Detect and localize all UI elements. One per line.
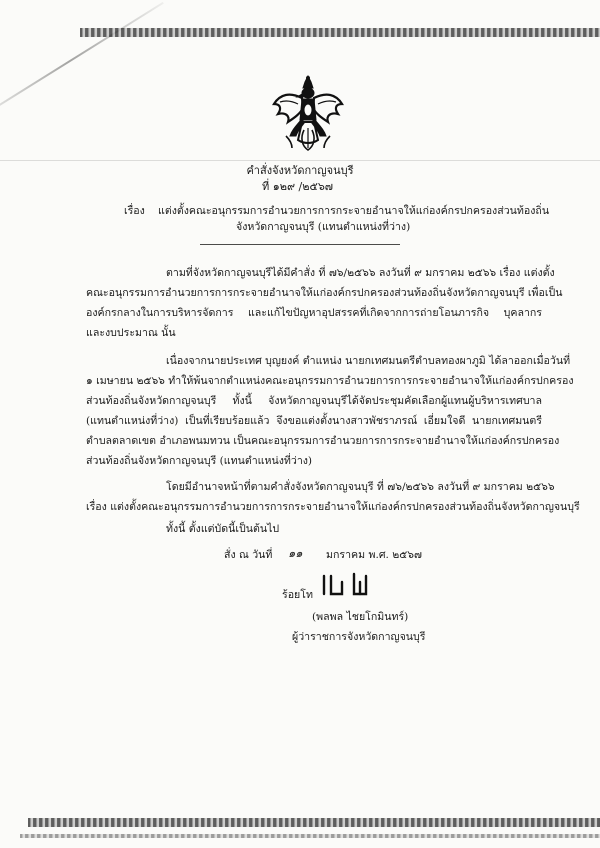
- scan-edge-bottom-2: [20, 834, 600, 838]
- subject-line-1: แต่งตั้งคณะอนุกรรมการอำนวยการการกระจายอำนาจให้แก่องค์กรปกครองส่วนท้องถิ่น: [158, 205, 550, 217]
- para2-line-6: ส่วนท้องถิ่นจังหวัดกาญจนบุรี (แทนตำแหน่งที่ว่าง): [86, 455, 313, 467]
- para2-line-4: (แทนตำแหน่งที่ว่าง) เป็นที่เรียบร้อยแล้ว จึงขอแต่งตั้งนางสาวพัชราภรณ์ เอี่ยมใจดี นายกเทศมนตรี: [86, 415, 542, 427]
- date-month-year: มกราคม พ.ศ. ๒๕๖๗: [326, 549, 422, 561]
- order-title: คำสั่งจังหวัดกาญจนบุรี: [246, 164, 354, 177]
- date-prefix: สั่ง ณ วันที่: [224, 549, 273, 561]
- para2-line-1: เนื่องจากนายประเทศ บุญยงค์ ตำแหน่ง นายกเทศมนตรีตำบลทองผาภูมิ ได้ลาออกเมื่อวันที่: [166, 355, 571, 367]
- subject-line-2: จังหวัดกาญจนบุรี (แทนตำแหน่งที่ว่าง): [236, 221, 411, 233]
- para1-line-1: ตามที่จังหวัดกาญจนบุรีได้มีคำสั่ง ที่ ๗๖/๒๕๖๖ ลงวันที่ ๙ มกราคม ๒๕๖๖ เรื่อง แต่งตั้ง: [166, 267, 555, 279]
- para1-line-3: องค์กรกลางในการบริหารจัดการ และแก้ไขปัญหาอุปสรรคที่เกิดจากการถ่ายโอนภารกิจ บุคลากร: [86, 307, 542, 319]
- signature-mark: [318, 572, 378, 596]
- garuda-emblem-icon: [272, 74, 344, 154]
- para1-line-4: และงบประมาณ นั้น: [86, 327, 176, 339]
- subject-label: เรื่อง: [124, 205, 145, 217]
- para2-line-3: ส่วนท้องถิ่นจังหวัดกาญจนบุรี ทั้งนี้ จังหวัดกาญจนบุรีได้จัดประชุมคัดเลือกผู้แทนผู้บริหารเทศบาล: [86, 395, 542, 407]
- para3-line-1: โดยมีอำนาจหน้าที่ตามคำสั่งจังหวัดกาญจนบุรี ที่ ๗๖/๒๕๖๖ ลงวันที่ ๙ มกราคม ๒๕๖๖: [166, 481, 555, 493]
- scan-hairline: [0, 160, 600, 161]
- signer-title: ผู้ว่าราชการจังหวัดกาญจนบุรี: [292, 631, 426, 643]
- para2-line-5: ตำบลตลาดเขต อำเภอพนมทวน เป็นคณะอนุกรรมการอำนวยการการกระจายอำนาจให้แก่องค์กรปกครอง: [86, 435, 560, 447]
- order-number: ที่ ๑๒๙ /๒๕๖๗: [262, 180, 334, 193]
- scan-edge-top: [80, 28, 600, 37]
- header-separator: [200, 244, 400, 245]
- paper-fold-mark: [0, 2, 164, 120]
- signer-name: (พลพล ไชยโกมินทร์): [312, 611, 409, 623]
- para1-line-2: คณะอนุกรรมการอำนวยการการกระจายอำนาจให้แก่องค์กรปกครองส่วนท้องถิ่นจังหวัดกาญจนบุรี เพื่อเป็น: [86, 287, 563, 299]
- effective-clause: ทั้งนี้ ตั้งแต่บัดนี้เป็นต้นไป: [166, 523, 280, 535]
- para3-line-2: เรื่อง แต่งตั้งคณะอนุกรรมการอำนวยการการกระจายอำนาจให้แก่องค์กรปกครองส่วนท้องถิ่นจังหวัดกาญจนบุรี: [86, 501, 580, 513]
- signer-rank: ร้อยโท: [282, 589, 313, 601]
- date-day: ๑๑: [288, 546, 303, 560]
- para2-line-2: ๑ เมษายน ๒๕๖๖ ทำให้พ้นจากตำแหน่งคณะอนุกรรมการอำนวยการการกระจายอำนาจให้แก่องค์กรปกครอง: [86, 375, 574, 387]
- scan-edge-bottom: [28, 818, 600, 827]
